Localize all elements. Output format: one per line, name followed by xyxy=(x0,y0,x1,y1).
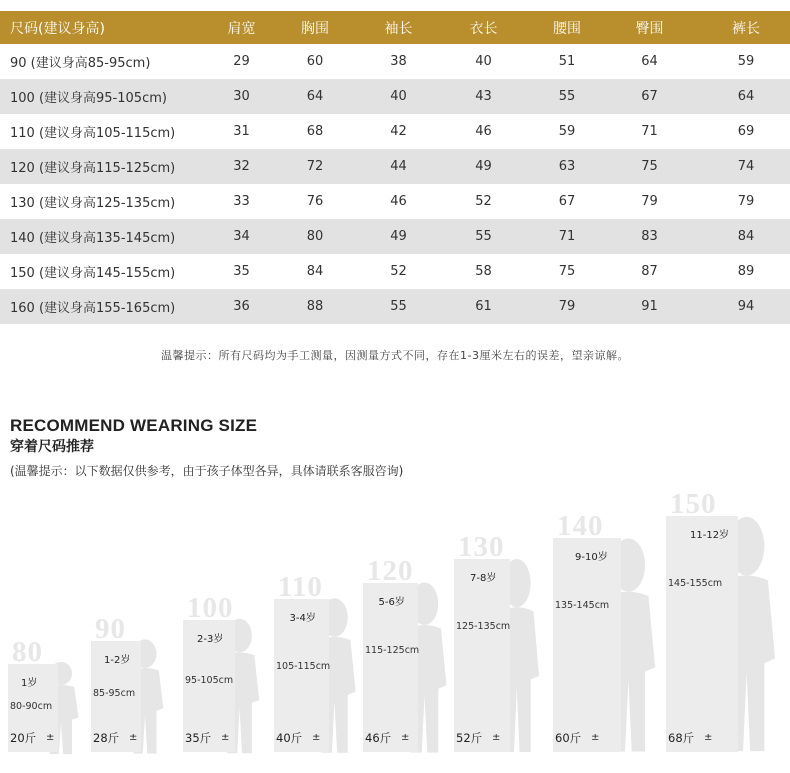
table-cell: 59 xyxy=(527,114,607,149)
table-cell: 71 xyxy=(527,219,607,254)
table-note: 温馨提示：所有尺码均为手工测量，因测量方式不同，存在1-3厘米左右的误差，望亲谅解。 xyxy=(161,349,629,362)
plus-minus-icon: ± xyxy=(591,732,600,743)
table-cell: 40 xyxy=(357,79,440,114)
table-cell: 59 xyxy=(692,44,790,79)
weight-label: 60斤 xyxy=(555,731,582,745)
size-box xyxy=(666,516,738,752)
size-box xyxy=(363,583,418,752)
weight-label: 28斤 xyxy=(93,731,120,745)
table-cell: 71 xyxy=(607,114,692,149)
plus-minus-icon: ± xyxy=(492,732,501,743)
age-label: 1岁 xyxy=(21,678,38,689)
table-cell: 36 xyxy=(210,289,273,324)
table-cell: 40 xyxy=(440,44,527,79)
table-cell: 76 xyxy=(273,184,357,219)
recommend-subtitle: 穿着尺码推荐 xyxy=(10,439,94,455)
table-cell: 87 xyxy=(607,254,692,289)
table-cell: 89 xyxy=(692,254,790,289)
table-cell: 30 xyxy=(210,79,273,114)
plus-minus-icon: ± xyxy=(129,732,138,743)
size-number: 150 xyxy=(670,488,717,520)
recommend-note: (温馨提示：以下数据仅供参考，由于孩子体型各异，具体请联系客服咨询) xyxy=(10,464,404,478)
plus-minus-icon: ± xyxy=(46,732,55,743)
table-cell: 52 xyxy=(440,184,527,219)
table-cell: 130 (建议身高125-135cm) xyxy=(0,184,210,219)
plus-minus-icon: ± xyxy=(221,732,230,743)
height-range: 135-145cm xyxy=(555,600,610,611)
table-cell: 42 xyxy=(357,114,440,149)
weight-label: 20斤 xyxy=(10,731,37,745)
age-label: 7-8岁 xyxy=(470,573,497,584)
table-cell: 72 xyxy=(273,149,357,184)
table-cell: 51 xyxy=(527,44,607,79)
table-cell: 160 (建议身高155-165cm) xyxy=(0,289,210,324)
table-header-row xyxy=(0,11,790,44)
size-number: 120 xyxy=(367,555,414,587)
age-label: 3-4岁 xyxy=(289,613,316,624)
table-cell: 79 xyxy=(607,184,692,219)
table-cell: 64 xyxy=(692,79,790,114)
column-header: 裤长 xyxy=(692,11,790,44)
table-cell: 49 xyxy=(440,149,527,184)
table-cell: 33 xyxy=(210,184,273,219)
table-cell: 55 xyxy=(527,79,607,114)
table-cell: 29 xyxy=(210,44,273,79)
height-range: 125-135cm xyxy=(456,621,511,632)
column-header: 胸围 xyxy=(273,11,357,44)
table-cell: 94 xyxy=(692,289,790,324)
column-header: 衣长 xyxy=(440,11,527,44)
table-cell: 61 xyxy=(440,289,527,324)
weight-label: 68斤 xyxy=(668,731,695,745)
column-header: 臀围 xyxy=(607,11,692,44)
table-cell: 120 (建议身高115-125cm) xyxy=(0,149,210,184)
plus-minus-icon: ± xyxy=(312,732,321,743)
table-cell: 34 xyxy=(210,219,273,254)
table-cell: 31 xyxy=(210,114,273,149)
table-cell: 67 xyxy=(527,184,607,219)
height-range: 85-95cm xyxy=(93,687,136,699)
table-cell: 46 xyxy=(357,184,440,219)
table-cell: 55 xyxy=(357,289,440,324)
table-cell: 91 xyxy=(607,289,692,324)
table-cell: 52 xyxy=(357,254,440,289)
table-cell: 150 (建议身高145-155cm) xyxy=(0,254,210,289)
table-cell: 68 xyxy=(273,114,357,149)
table-row xyxy=(0,79,790,114)
table-row xyxy=(0,149,790,184)
table-cell: 100 (建议身高95-105cm) xyxy=(0,79,210,114)
table-cell: 43 xyxy=(440,79,527,114)
table-cell: 83 xyxy=(607,219,692,254)
table-row xyxy=(0,289,790,324)
table-cell: 44 xyxy=(357,149,440,184)
size-number: 100 xyxy=(187,592,234,624)
table-row xyxy=(0,44,790,79)
size-number: 110 xyxy=(278,571,323,603)
table-row xyxy=(0,254,790,289)
table-cell: 64 xyxy=(607,44,692,79)
age-label: 2-3岁 xyxy=(197,634,224,645)
height-range: 95-105cm xyxy=(185,675,234,687)
table-cell: 110 (建议身高105-115cm) xyxy=(0,114,210,149)
table-cell: 49 xyxy=(357,219,440,254)
age-label: 5-6岁 xyxy=(378,597,405,608)
table-cell: 75 xyxy=(607,149,692,184)
column-header: 袖长 xyxy=(357,11,440,44)
table-cell: 140 (建议身高135-145cm) xyxy=(0,219,210,254)
table-cell: 35 xyxy=(210,254,273,289)
table-cell: 88 xyxy=(273,289,357,324)
table-cell: 64 xyxy=(273,79,357,114)
table-row xyxy=(0,219,790,254)
table-cell: 84 xyxy=(273,254,357,289)
size-number: 140 xyxy=(557,510,604,542)
plus-minus-icon: ± xyxy=(704,732,713,743)
table-cell: 60 xyxy=(273,44,357,79)
table-cell: 55 xyxy=(440,219,527,254)
size-number: 80 xyxy=(12,636,43,668)
table-cell: 80 xyxy=(273,219,357,254)
age-label: 1-2岁 xyxy=(104,655,131,666)
size-box xyxy=(454,559,510,752)
table-cell: 67 xyxy=(607,79,692,114)
height-range: 80-90cm xyxy=(10,700,53,712)
table-cell: 75 xyxy=(527,254,607,289)
recommend-title: RECOMMEND WEARING SIZE xyxy=(10,416,258,435)
age-label: 11-12岁 xyxy=(690,530,730,541)
size-table xyxy=(0,11,790,324)
table-cell: 74 xyxy=(692,149,790,184)
height-range: 145-155cm xyxy=(668,578,723,589)
height-range: 105-115cm xyxy=(276,661,331,672)
table-cell: 69 xyxy=(692,114,790,149)
table-cell: 32 xyxy=(210,149,273,184)
plus-minus-icon: ± xyxy=(401,732,410,743)
table-cell: 63 xyxy=(527,149,607,184)
weight-label: 35斤 xyxy=(185,731,212,745)
height-range: 115-125cm xyxy=(365,645,420,656)
table-cell: 58 xyxy=(440,254,527,289)
column-header: 肩宽 xyxy=(210,11,273,44)
weight-label: 46斤 xyxy=(365,731,392,745)
weight-label: 52斤 xyxy=(456,731,483,745)
table-row xyxy=(0,184,790,219)
table-cell: 38 xyxy=(357,44,440,79)
size-box xyxy=(553,538,621,752)
weight-label: 40斤 xyxy=(276,731,303,745)
column-header: 尺码(建议身高) xyxy=(0,11,210,44)
table-cell: 84 xyxy=(692,219,790,254)
table-cell: 46 xyxy=(440,114,527,149)
size-number: 130 xyxy=(458,531,505,563)
table-cell: 90 (建议身高85-95cm) xyxy=(0,44,210,79)
age-label: 9-10岁 xyxy=(575,552,608,563)
column-header: 腰围 xyxy=(527,11,607,44)
table-row xyxy=(0,114,790,149)
table-cell: 79 xyxy=(527,289,607,324)
size-number: 90 xyxy=(95,613,126,645)
table-cell: 79 xyxy=(692,184,790,219)
